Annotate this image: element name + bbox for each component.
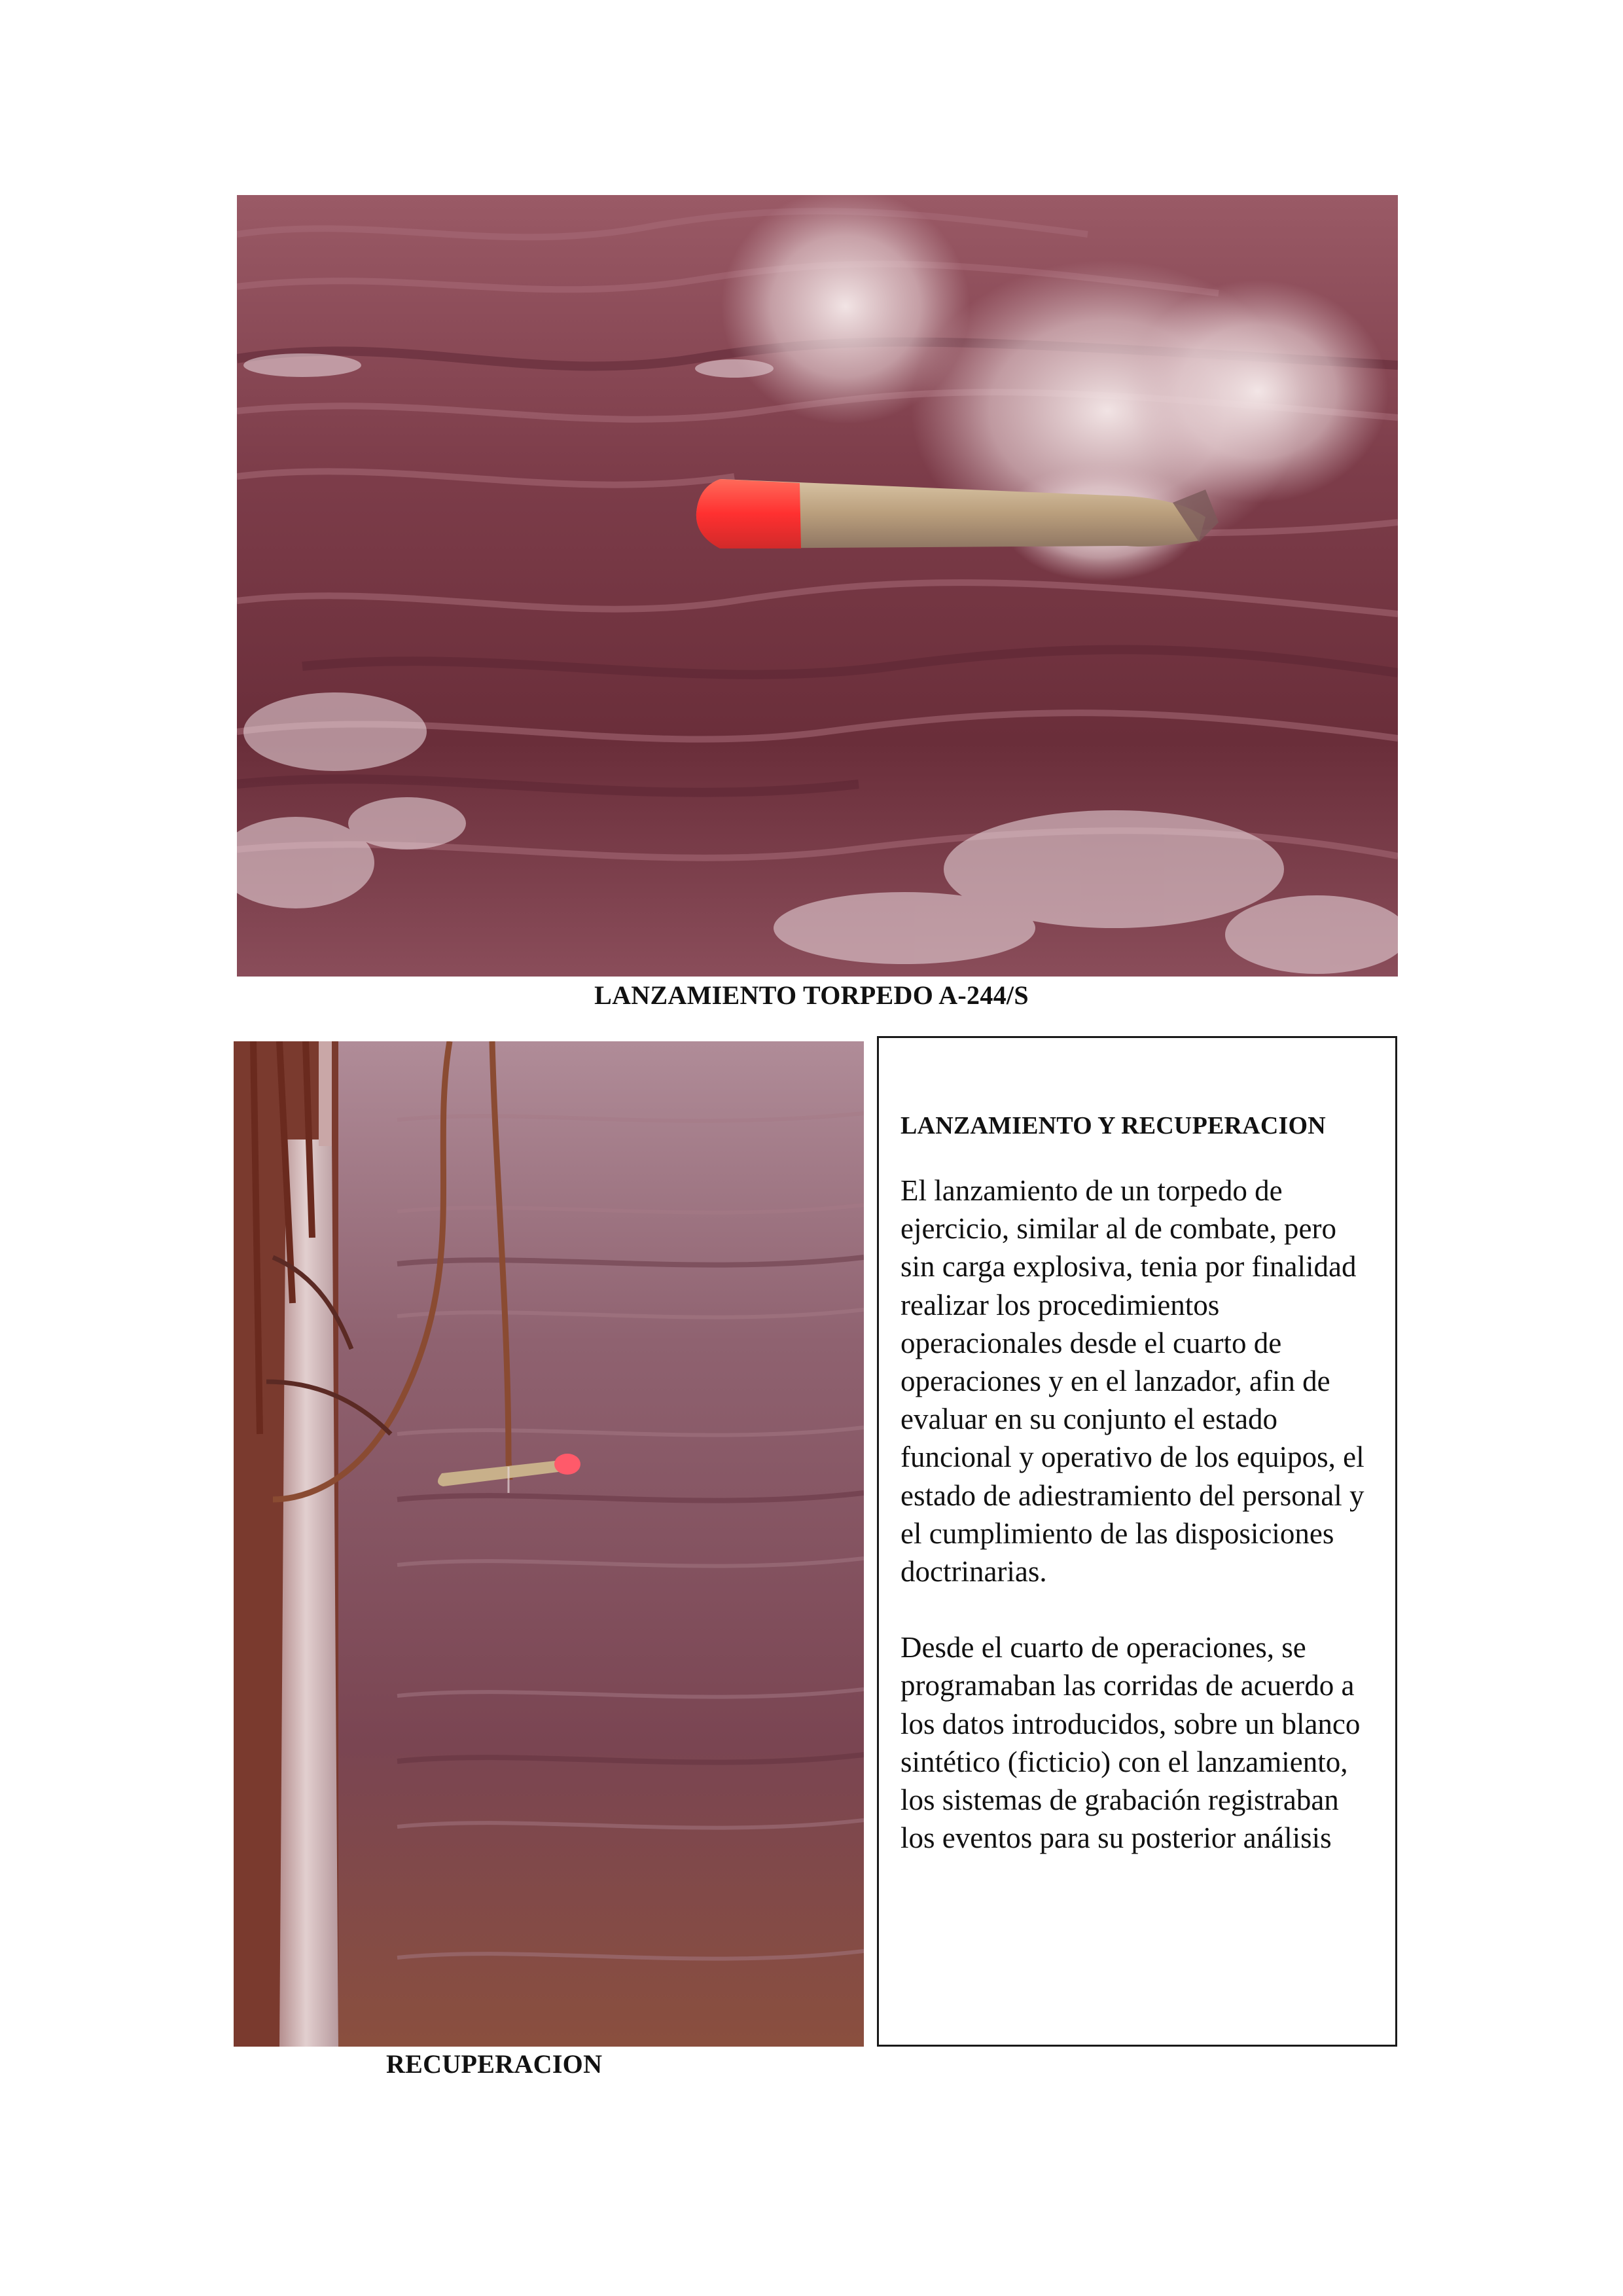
description-paragraph: Desde el cuarto de operaciones, se programaban las corridas de acuerdo a los datos introducidos, sobre un blanco sintético (ficticio) con el lanzamiento, los sistemas de grabación registraban los eventos para su posterior análisis	[901, 1631, 1361, 1855]
description-heading: LANZAMIENTO Y RECUPERACION	[901, 1112, 1326, 1139]
launch-photo-caption: LANZAMIENTO TORPEDO A-244/S	[594, 980, 1029, 1010]
launch-photo	[237, 195, 1398, 977]
description-paragraph: El lanzamiento de un torpedo de ejercicio, similar al de combate, pero sin carga explosiva, tenia por finalidad realizar los procedimientos operacionales desde el cuarto de operaciones y en el lanzador, afin de evaluar en su conjunto el estado funcional y operativo de los equipos, el estado de adiestramiento del personal y el cumplimiento de las disposiciones doctrinarias.	[901, 1174, 1364, 1588]
description-box	[877, 1036, 1397, 2047]
recovery-photo-caption: RECUPERACION	[386, 2049, 603, 2079]
recovery-photo	[234, 1041, 864, 2047]
recovery-photo-image	[234, 1041, 864, 2047]
launch-photo-image	[237, 195, 1398, 977]
